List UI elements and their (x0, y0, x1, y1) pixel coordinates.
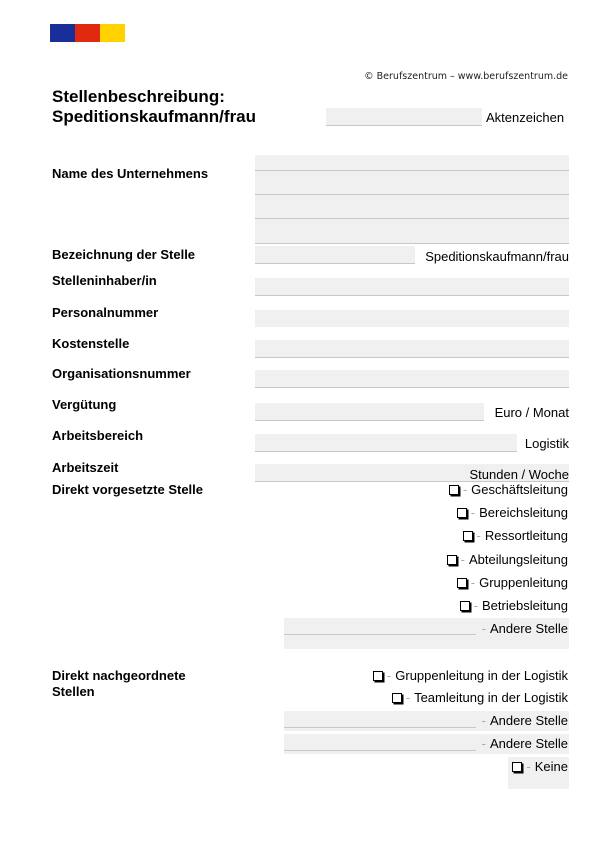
option-andere-stelle-2: - Andere Stelle (481, 736, 568, 751)
unternehmen-line-3 (255, 218, 569, 219)
unternehmen-line-4 (255, 243, 569, 244)
flag-logo (50, 24, 125, 42)
verguetung-unit: Euro / Monat (494, 405, 569, 420)
option-label: Andere Stelle (489, 621, 568, 636)
option-label: Andere Stelle (489, 736, 568, 751)
option-label: Teamleitung in der Logistik (414, 690, 568, 705)
copyright: © Berufszentrum – www.berufszentrum.de (364, 71, 568, 82)
page-title (52, 87, 256, 127)
kostenstelle-input[interactable] (255, 340, 569, 358)
arbeitsbereich-label: Arbeitsbereich (52, 428, 144, 443)
bezeichnung-input[interactable] (255, 246, 415, 264)
arbeitszeit-unit: Stunden / Woche (469, 467, 569, 482)
option-abteilungsleitung[interactable]: - Abteilungsleitung (447, 552, 568, 567)
flag-blue (50, 24, 75, 42)
stelleninhaber-input[interactable] (255, 278, 569, 296)
checkbox-icon[interactable] (447, 555, 457, 565)
stelleninhaber-label: Stelleninhaber/in (52, 273, 157, 288)
vorgesetzte-label: Direkt vorgesetzte Stelle (52, 482, 204, 497)
title-line-1: Stellenbeschreibung: (52, 87, 225, 106)
checkbox-icon[interactable] (512, 762, 522, 772)
option-label: Keine (534, 759, 568, 774)
checkbox-icon[interactable] (457, 508, 467, 518)
andere-stelle-line (284, 727, 476, 728)
checkbox-icon[interactable] (373, 671, 383, 681)
flag-yellow (100, 24, 125, 42)
organisationsnummer-input[interactable] (255, 370, 569, 388)
option-ressortleitung[interactable]: - Ressortleitung (463, 528, 568, 543)
checkbox-icon[interactable] (457, 578, 467, 588)
option-label: Andere Stelle (489, 713, 568, 728)
option-gruppenleitung-logistik[interactable]: - Gruppenleitung in der Logistik (373, 668, 568, 683)
arbeitsbereich-value: Logistik (524, 436, 569, 451)
nachgeordnete-label-line-2: Stellen (52, 684, 95, 699)
option-andere-stelle-1: - Andere Stelle (481, 713, 568, 728)
bezeichnung-label: Bezeichnung der Stelle (52, 247, 196, 262)
aktenzeichen-label: Aktenzeichen (486, 110, 565, 125)
kostenstelle-label: Kostenstelle (52, 336, 130, 351)
option-teamleitung-logistik[interactable]: - Teamleitung in der Logistik (392, 690, 568, 705)
option-label: Abteilungsleitung (468, 552, 568, 567)
organisationsnummer-label: Organisationsnummer (52, 366, 191, 381)
checkbox-icon[interactable] (463, 531, 473, 541)
checkbox-icon[interactable] (392, 693, 402, 703)
personalnummer-label: Personalnummer (52, 305, 159, 320)
verguetung-label: Vergütung (52, 397, 117, 412)
bezeichnung-value: Speditionskaufmann/frau (425, 249, 569, 264)
verguetung-input[interactable] (255, 403, 484, 421)
unternehmen-line-1 (255, 170, 569, 171)
checkbox-icon[interactable] (449, 485, 459, 495)
option-label: Bereichsleitung (479, 505, 568, 520)
option-betriebsleitung[interactable]: - Betriebsleitung (460, 598, 568, 613)
title-line-2: Speditionskaufmann/frau (52, 107, 257, 126)
unternehmen-line-2 (255, 194, 569, 195)
option-label: Gruppenleitung (479, 575, 568, 590)
option-geschaeftsleitung[interactable]: - Geschäftsleitung (449, 482, 568, 497)
arbeitszeit-label: Arbeitszeit (52, 460, 119, 475)
andere-stelle-line (284, 634, 476, 635)
option-andere-stelle: - Andere Stelle (481, 621, 568, 636)
unternehmen-input[interactable] (255, 155, 569, 243)
aktenzeichen-input[interactable] (326, 108, 482, 126)
nachgeordnete-label (52, 668, 186, 700)
andere-stelle-line (284, 750, 476, 751)
option-label: Geschäftsleitung (471, 482, 568, 497)
unternehmen-label: Name des Unternehmens (52, 166, 209, 181)
arbeitsbereich-input[interactable] (255, 434, 517, 452)
option-keine[interactable]: - Keine (512, 759, 568, 774)
personalnummer-input[interactable] (255, 310, 569, 327)
option-bereichsleitung[interactable]: - Bereichsleitung (457, 505, 568, 520)
option-label: Betriebsleitung (482, 598, 568, 613)
checkbox-icon[interactable] (460, 601, 470, 611)
option-label: Ressortleitung (484, 528, 568, 543)
option-gruppenleitung[interactable]: - Gruppenleitung (457, 575, 568, 590)
flag-red (75, 24, 100, 42)
option-label: Gruppenleitung in der Logistik (395, 668, 568, 683)
nachgeordnete-label-line-1: Direkt nachgeordnete (52, 668, 186, 683)
